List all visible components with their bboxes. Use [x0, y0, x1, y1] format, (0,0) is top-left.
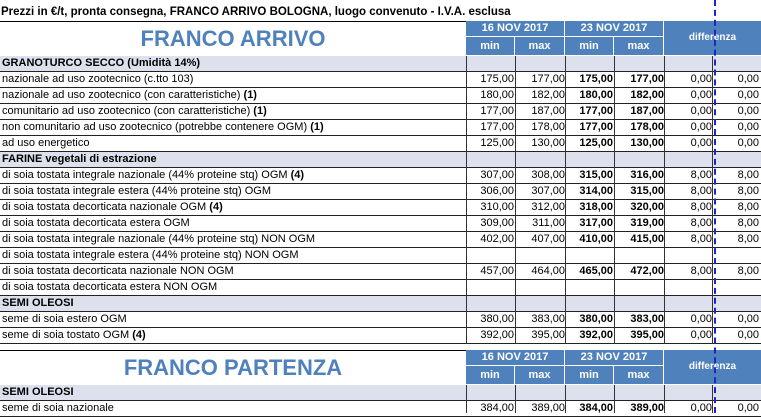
min-prev-price: 310,00 [480, 201, 514, 213]
product-name: non comunitario ad uso zootecnico (potrebbe contenere OGM) [2, 121, 308, 133]
diff-max: 8,00 [737, 233, 759, 245]
grid-line [515, 56, 516, 344]
section-header [0, 385, 761, 401]
product-name: di soia tostata decorticata estera OGM [2, 217, 190, 229]
section-header [0, 56, 761, 72]
table-row [0, 216, 761, 232]
max-curr-price: 472,00 [630, 265, 664, 277]
footnote-ref: (4) [290, 169, 305, 181]
grid-line [614, 385, 615, 413]
min-curr-price: 175,00 [579, 73, 613, 85]
max-curr-price: 177,00 [630, 73, 664, 85]
diff-max: 0,00 [737, 402, 759, 414]
min-prev-price: 457,00 [480, 265, 514, 277]
max-prev-price: 389,00 [531, 402, 565, 414]
max-curr-price: 178,00 [630, 121, 664, 133]
row-label [2, 136, 466, 151]
table-row [0, 136, 761, 152]
section-title: SEMI OLEOSI [2, 297, 74, 309]
grid-line [712, 56, 713, 344]
diff-min: 8,00 [690, 217, 712, 229]
diff-min: 8,00 [690, 265, 712, 277]
section-title: SEMI OLEOSI [2, 386, 74, 398]
max-curr-price: 415,00 [630, 233, 664, 245]
row-label [2, 401, 466, 416]
grid-line [466, 385, 467, 413]
row-label [2, 232, 466, 247]
diff-min: 0,00 [690, 137, 712, 149]
diff-max: 0,00 [737, 73, 759, 85]
block-heading: FRANCO PARTENZA [0, 350, 466, 386]
table-row [0, 401, 761, 417]
min-curr-price: 125,00 [579, 137, 613, 149]
grid-line [664, 385, 665, 413]
row-label [2, 184, 466, 199]
min-prev-price: 380,00 [480, 313, 514, 325]
min-prev-price: 309,00 [480, 217, 514, 229]
diff-min: 8,00 [690, 169, 712, 181]
diff-max: 0,00 [737, 137, 759, 149]
row-label [2, 120, 466, 135]
footnote-ref: (4) [132, 329, 146, 341]
min-prev-price: 402,00 [480, 233, 514, 245]
max-curr-price: 319,00 [630, 217, 664, 229]
grid-line [466, 56, 467, 344]
grid-line [565, 385, 566, 413]
min-curr-price: 314,00 [579, 185, 613, 197]
table-header [0, 350, 761, 384]
date-header-2: 23 NOV 2017 [565, 350, 664, 365]
min-curr-price: 180,00 [579, 89, 613, 101]
max-header: max [614, 37, 664, 55]
min-curr-price: 315,00 [579, 169, 613, 181]
diff-min: 0,00 [690, 105, 712, 117]
max-curr-price: 395,00 [630, 329, 664, 341]
max-curr-price: 320,00 [630, 201, 664, 213]
row-label [2, 328, 466, 343]
diff-min: 0,00 [690, 402, 712, 414]
diff-max: 0,00 [737, 89, 759, 101]
product-name: di soia tostata decorticata nazionale OGM [2, 201, 207, 213]
min-prev-price: 392,00 [480, 329, 514, 341]
row-label [2, 168, 466, 183]
date-header-1: 16 NOV 2017 [466, 21, 565, 36]
diff-max: 0,00 [737, 121, 759, 133]
diff-min: 0,00 [690, 89, 712, 101]
diff-max: 8,00 [737, 201, 759, 213]
product-name: seme di soia estero OGM [2, 313, 127, 325]
min-curr-price: 384,00 [579, 402, 613, 414]
max-prev-price: 308,00 [531, 169, 565, 181]
row-label [2, 216, 466, 231]
min-prev-price: 180,00 [480, 89, 514, 101]
min-prev-price: 306,00 [480, 185, 514, 197]
grid-line [565, 56, 566, 344]
min-prev-price: 307,00 [480, 169, 514, 181]
date-header-2: 23 NOV 2017 [565, 21, 664, 36]
max-curr-price: 315,00 [630, 185, 664, 197]
footnote-ref: (4) [209, 201, 223, 213]
table-row [0, 280, 761, 296]
product-name: di soia tostata integrale estera (44% proteine stq) OGM [2, 185, 272, 197]
page-title: Prezzi in €/t, pronta consegna, FRANCO ARRIVO BOLOGNA, luogo convenuto - I.V.A. esclusa [1, 6, 511, 18]
min-prev-price: 125,00 [480, 137, 514, 149]
table-row [0, 328, 761, 344]
max-curr-price: 389,00 [630, 402, 664, 414]
max-curr-price: 130,00 [630, 137, 664, 149]
grid-line [614, 56, 615, 344]
difference-header: differenza [664, 21, 761, 55]
max-curr-price: 383,00 [630, 313, 664, 325]
product-name: ad uso energetico [2, 137, 90, 149]
table-row [0, 264, 761, 280]
max-header: max [614, 366, 664, 384]
grid-line [664, 56, 665, 344]
max-prev-price: 130,00 [531, 137, 565, 149]
min-curr-price: 317,00 [579, 217, 613, 229]
footnote-ref: (1) [253, 105, 267, 117]
min-curr-price: 177,00 [579, 105, 613, 117]
max-prev-price: 311,00 [532, 217, 565, 229]
diff-min: 8,00 [690, 233, 712, 245]
product-name: di soia tostata decorticata estera NON OGM [2, 281, 218, 293]
max-prev-price: 383,00 [531, 313, 565, 325]
section-header [0, 296, 761, 312]
max-curr-price: 187,00 [630, 105, 664, 117]
min-curr-price: 318,00 [579, 201, 613, 213]
max-header: max [515, 37, 565, 55]
table-row [0, 232, 761, 248]
grid-line [515, 385, 516, 413]
row-label [2, 312, 466, 327]
row-label [2, 264, 466, 279]
block-heading: FRANCO ARRIVO [0, 21, 466, 57]
product-name: di soia tostata decorticata nazionale NON OGM [2, 265, 234, 277]
max-prev-price: 182,00 [531, 89, 565, 101]
diff-min: 0,00 [690, 329, 712, 341]
min-curr-price: 380,00 [579, 313, 613, 325]
max-prev-price: 177,00 [531, 73, 565, 85]
row-label [2, 200, 466, 215]
table-row [0, 168, 761, 184]
min-curr-price: 410,00 [579, 233, 613, 245]
row-label [2, 280, 466, 295]
product-name: di soia tostata integrale estera (44% proteine stq) NON OGM [2, 249, 299, 261]
max-prev-price: 312,00 [531, 201, 565, 213]
table-header [0, 21, 761, 55]
min-prev-price: 175,00 [480, 73, 514, 85]
max-prev-price: 464,00 [531, 265, 565, 277]
product-name: di soia tostata integrale nazionale (44% proteine stq) NON OGM [2, 233, 316, 245]
diff-max: 8,00 [737, 265, 759, 277]
min-curr-price: 465,00 [579, 265, 613, 277]
diff-max: 8,00 [737, 169, 759, 181]
max-prev-price: 187,00 [531, 105, 565, 117]
difference-header: differenza [664, 350, 761, 384]
product-name: di soia tostata integrale nazionale (44% proteine stq) OGM [2, 169, 288, 181]
diff-max: 0,00 [737, 313, 759, 325]
max-header: max [515, 366, 565, 384]
diff-min: 8,00 [690, 185, 712, 197]
table-row [0, 248, 761, 264]
footnote-ref: (1) [243, 89, 257, 101]
min-curr-price: 392,00 [579, 329, 613, 341]
max-prev-price: 178,00 [531, 121, 565, 133]
grid-line [712, 385, 713, 413]
table-row [0, 200, 761, 216]
date-header-1: 16 NOV 2017 [466, 350, 565, 365]
footnote-ref: (1) [310, 121, 324, 133]
row-label [2, 72, 466, 87]
row-label [2, 104, 466, 119]
table-row [0, 312, 761, 328]
diff-min: 0,00 [690, 313, 712, 325]
min-curr-price: 177,00 [579, 121, 613, 133]
max-curr-price: 182,00 [630, 89, 664, 101]
max-prev-price: 307,00 [531, 185, 565, 197]
diff-max: 0,00 [737, 105, 759, 117]
diff-min: 8,00 [690, 201, 712, 213]
diff-max: 8,00 [737, 185, 759, 197]
min-prev-price: 384,00 [480, 402, 514, 414]
row-label [2, 248, 466, 263]
product-name: seme di soia tostato OGM [2, 329, 130, 341]
min-header: min [466, 366, 515, 384]
max-prev-price: 395,00 [531, 329, 565, 341]
section-title: FARINE vegetali di estrazione [2, 153, 157, 165]
table-row [0, 88, 761, 104]
table-row [0, 72, 761, 88]
diff-max: 0,00 [737, 329, 759, 341]
row-label [2, 88, 466, 103]
section-header [0, 152, 761, 168]
diff-min: 0,00 [690, 73, 712, 85]
min-header: min [466, 37, 515, 55]
min-prev-price: 177,00 [480, 121, 514, 133]
diff-max: 8,00 [737, 217, 759, 229]
section-title: GRANOTURCO SECCO (Umidità 14%) [2, 57, 201, 69]
product-name: nazionale ad uso zootecnico (c.tto 103) [2, 73, 194, 85]
table-row [0, 104, 761, 120]
diff-min: 0,00 [690, 121, 712, 133]
min-prev-price: 177,00 [480, 105, 514, 117]
product-name: seme di soia nazionale [2, 402, 114, 414]
table-row [0, 184, 761, 200]
min-header: min [565, 37, 614, 55]
page-break-line [714, 0, 716, 413]
max-curr-price: 316,00 [630, 169, 664, 181]
table-row [0, 120, 761, 136]
max-prev-price: 407,00 [531, 233, 565, 245]
product-name: nazionale ad uso zootecnico (con caratteristiche) [2, 89, 241, 101]
product-name: comunitario ad uso zootecnico (con caratteristiche) [2, 105, 251, 117]
min-header: min [565, 366, 614, 384]
